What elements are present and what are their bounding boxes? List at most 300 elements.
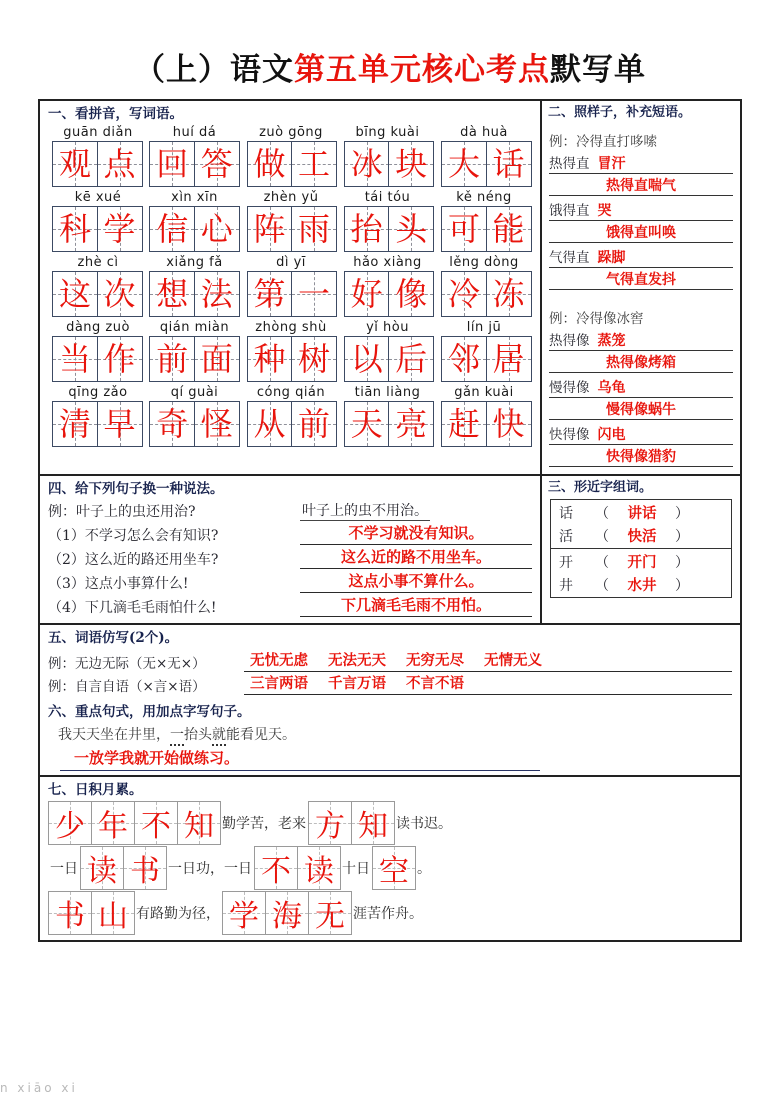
pinyin-label: qīng zǎo [68, 385, 128, 401]
pinyin-label: qí guài [170, 385, 219, 401]
char-1: 块 [395, 145, 428, 184]
paren-open: （ [595, 528, 609, 545]
tianzige-cell[interactable] [97, 206, 143, 252]
tianzige-cell[interactable] [388, 336, 434, 382]
pinyin-row [48, 320, 534, 335]
tianzige-cell[interactable] [194, 206, 240, 252]
phrase-answer-2: 热得像烤箱 [549, 352, 733, 373]
char-box[interactable] [48, 801, 92, 845]
box-char: 知 [358, 809, 388, 845]
char-0: 大 [447, 145, 480, 184]
section-3 [540, 476, 740, 623]
rewrite-answer: 下几滴毛毛雨不用怕。 [300, 594, 532, 617]
tianzige-cell[interactable] [291, 141, 337, 187]
sections-5-6 [40, 625, 740, 775]
char-0: 回 [156, 145, 189, 184]
tianzige-cell[interactable] [149, 141, 195, 187]
char-0: 天 [350, 405, 383, 444]
pinyin-label: xiǎng fǎ [166, 255, 223, 271]
tianzige-cell[interactable] [441, 336, 487, 382]
phrase-answer: 哭 [597, 202, 612, 219]
box-char: 读 [87, 854, 117, 890]
imitation-row[interactable] [48, 672, 732, 695]
near-char: 井 [559, 577, 573, 594]
phrase-blank[interactable] [549, 199, 733, 221]
pinyin-label: lěng dòng [449, 255, 519, 271]
tianzige-cell[interactable] [344, 141, 390, 187]
pinyin-row [48, 190, 534, 205]
char-1: 能 [492, 210, 525, 249]
section-5-body [40, 649, 740, 699]
word-answer-box[interactable] [52, 401, 141, 447]
char-1: 头 [395, 210, 428, 249]
box-char: 书 [130, 854, 160, 890]
char-box[interactable] [308, 891, 352, 935]
word-answer-box[interactable] [344, 206, 433, 252]
pinyin-label: dà huà [460, 125, 508, 141]
tianzige-cell[interactable] [291, 336, 337, 382]
box-char: 年 [98, 809, 128, 845]
near-char-answer: 开门 [627, 555, 657, 572]
poem-text: 一日 [50, 861, 78, 878]
band-seven [40, 777, 740, 940]
tianzige-cell[interactable] [486, 401, 532, 447]
tianzige-cell[interactable] [52, 336, 98, 382]
paren-close: ） [675, 505, 689, 522]
tianzige-row [48, 141, 534, 187]
pinyin-row [48, 255, 534, 270]
char-box-group[interactable] [254, 846, 340, 890]
tianzige-cell[interactable] [388, 401, 434, 447]
char-1: 冻 [492, 275, 525, 314]
tianzige-cell[interactable] [486, 271, 532, 317]
phrase-blank[interactable] [549, 246, 733, 268]
char-box[interactable] [222, 891, 266, 935]
page-title [38, 0, 742, 99]
char-0: 信 [156, 210, 189, 249]
tianzige-cell[interactable] [291, 401, 337, 447]
tianzige-cell[interactable] [247, 271, 293, 317]
sentence-part-a: 我天天坐在井里， [58, 727, 170, 744]
char-1: 前 [297, 405, 330, 444]
rewrite-answer: 这么近的路不用坐车。 [300, 546, 532, 569]
char-box[interactable] [351, 801, 395, 845]
near-char-answer: 水井 [627, 578, 657, 595]
char-1: 作 [103, 340, 136, 379]
pinyin-label: dì yī [276, 255, 306, 271]
imitation-answer: 不言不语 [406, 675, 464, 692]
tianzige-cell[interactable] [97, 336, 143, 382]
char-1: 工 [297, 145, 330, 184]
tianzige-cell[interactable] [441, 141, 487, 187]
char-box[interactable] [48, 891, 92, 935]
near-char-answer: 快活 [627, 529, 657, 546]
tianzige-cell[interactable] [441, 271, 487, 317]
char-box-group[interactable] [48, 801, 220, 845]
phrase-answer-2: 饿得直叫唤 [549, 222, 733, 243]
pinyin-label: zhòng shù [255, 320, 327, 336]
poem-line-1 [48, 801, 734, 845]
word-answer-box[interactable] [247, 401, 336, 447]
box-char: 知 [184, 809, 214, 845]
near-char-group [551, 548, 731, 597]
char-box[interactable] [123, 846, 167, 890]
imitation-example: 例：自言自语（×言×语） [48, 678, 206, 695]
char-0: 可 [447, 210, 480, 249]
tianzige-cell[interactable] [247, 141, 293, 187]
word-answer-box[interactable] [247, 336, 336, 382]
char-1: 怪 [200, 405, 233, 444]
char-box-group[interactable] [222, 891, 351, 935]
phrase-answer-2: 慢得像蜗牛 [549, 399, 733, 420]
poem-text: 涯苦作舟。 [353, 906, 423, 923]
tianzige-cell[interactable] [52, 401, 98, 447]
char-1: 话 [492, 145, 525, 184]
tianzige-cell[interactable] [247, 336, 293, 382]
rewrite-question: （1）不学习怎么会有知识? [48, 527, 219, 544]
pinyin-row [48, 385, 534, 400]
char-0: 奇 [156, 405, 189, 444]
tianzige-cell[interactable] [247, 401, 293, 447]
rewrite-question: （4）下几滴毛毛雨怕什么! [48, 599, 217, 616]
word-answer-box[interactable] [441, 141, 530, 187]
tianzige-cell[interactable] [388, 271, 434, 317]
imitation-answer: 无情无义 [484, 652, 542, 669]
char-0: 做 [253, 145, 286, 184]
paren-open: （ [595, 577, 609, 594]
pinyin-label: lín jū [466, 320, 502, 336]
char-1: 学 [103, 210, 136, 249]
emphasis-dot-1: 一 [170, 727, 184, 746]
section-6-heading: 六、重点句式，用加点字写句子。 [48, 703, 251, 720]
imitation-answer: 无忧无虑 [250, 652, 308, 669]
pinyin-label: tiān liàng [354, 385, 421, 401]
near-char-table [550, 499, 732, 598]
rewrite-question: （2）这么近的路还用坐车? [48, 551, 219, 568]
near-char-row[interactable] [551, 524, 731, 547]
tianzige-cell[interactable] [344, 401, 390, 447]
char-1: 面 [200, 340, 233, 379]
box-char: 书 [55, 899, 85, 935]
phrase-answer: 跺脚 [597, 249, 626, 266]
pinyin-label: tái tóu [364, 190, 411, 206]
char-0: 种 [253, 340, 286, 379]
imitation-answers [244, 649, 732, 672]
tianzige-cell[interactable] [441, 401, 487, 447]
tianzige-cell[interactable] [486, 336, 532, 382]
char-1: 次 [103, 275, 136, 314]
section-1-body [40, 125, 540, 456]
tianzige-cell[interactable] [97, 401, 143, 447]
word-answer-box[interactable] [441, 336, 530, 382]
tianzige-cell[interactable] [441, 206, 487, 252]
pinyin-label: kě néng [456, 190, 512, 206]
word-answer-box[interactable] [149, 141, 238, 187]
pinyin-row [48, 125, 534, 140]
phrase-blank[interactable] [549, 152, 733, 174]
near-char-group [551, 500, 731, 548]
phrase-stem: 慢得像 [549, 379, 590, 396]
pinyin-label: zuò gōng [259, 125, 323, 141]
char-1: 一 [297, 275, 330, 314]
char-box[interactable] [91, 891, 135, 935]
word-answer-box[interactable] [52, 271, 141, 317]
char-box[interactable] [91, 801, 135, 845]
tianzige-cell[interactable] [149, 336, 195, 382]
pinyin-label: cóng qián [256, 385, 326, 401]
section-7-body [40, 801, 740, 940]
pinyin-label: zhèn yǔ [263, 190, 319, 206]
rewrite-row[interactable] [48, 594, 532, 617]
char-box[interactable] [177, 801, 221, 845]
rewrite-row[interactable] [48, 522, 532, 545]
tianzige-row [48, 336, 534, 382]
section-2-heading: 二、照样子，补充短语。 [548, 105, 692, 120]
word-answer-box[interactable] [344, 271, 433, 317]
section-5-heading: 五、词语仿写(2个)。 [48, 629, 179, 646]
paren-close: ） [675, 577, 689, 594]
box-char: 方 [315, 809, 345, 845]
word-answer-box[interactable] [441, 206, 530, 252]
char-box[interactable] [134, 801, 178, 845]
phrase-answer: 冒汗 [597, 155, 626, 172]
spacer [549, 293, 733, 302]
section-1 [40, 101, 540, 474]
section-2 [540, 101, 740, 474]
char-box-group[interactable] [372, 846, 415, 890]
tianzige-cell[interactable] [486, 206, 532, 252]
poem-text: 一日功，一日 [168, 861, 252, 878]
char-1: 法 [200, 275, 233, 314]
phrase-stem: 饿得直 [549, 202, 590, 219]
char-box-group[interactable] [80, 846, 166, 890]
poem-line-2 [48, 846, 734, 890]
char-1: 像 [395, 275, 428, 314]
char-0: 阵 [253, 210, 286, 249]
word-answer-box[interactable] [149, 271, 238, 317]
box-char: 少 [55, 809, 85, 845]
imitation-row[interactable] [48, 649, 732, 672]
pinyin-label: bīng kuài [355, 125, 420, 141]
box-char: 空 [379, 854, 409, 890]
char-1: 早 [103, 405, 136, 444]
poem-text: 十日 [342, 861, 370, 878]
tianzige-cell[interactable] [344, 271, 390, 317]
char-0: 冷 [447, 275, 480, 314]
near-char: 活 [559, 528, 573, 545]
word-answer-box[interactable] [247, 271, 336, 317]
tianzige-cell[interactable] [52, 271, 98, 317]
imitation-answers [244, 672, 732, 695]
imitation-answer: 千言万语 [328, 675, 386, 692]
rewrite-row[interactable] [48, 570, 532, 593]
watermark-text: n xiāo xi [0, 1081, 78, 1095]
example-question: 例：叶子上的虫还用治? [48, 503, 196, 520]
word-answer-box[interactable] [149, 401, 238, 447]
pinyin-label: kē xué [74, 190, 122, 206]
emphasis-dot-2: 就 [212, 727, 226, 746]
char-1: 后 [395, 340, 428, 379]
pinyin-label: dàng zuò [66, 320, 130, 336]
near-char-row[interactable] [551, 501, 731, 524]
char-0: 这 [58, 275, 91, 314]
box-char: 海 [272, 899, 302, 935]
box-char: 读 [304, 854, 334, 890]
imitation-example: 例：无边无际（无×无×） [48, 655, 206, 672]
near-char-answer: 讲话 [627, 506, 657, 523]
word-answer-box[interactable] [344, 141, 433, 187]
tianzige-cell[interactable] [344, 206, 390, 252]
char-box[interactable] [254, 846, 298, 890]
box-char: 山 [98, 899, 128, 935]
tianzige-cell[interactable] [344, 336, 390, 382]
char-0: 从 [253, 405, 286, 444]
char-box[interactable] [372, 846, 416, 890]
char-box[interactable] [80, 846, 124, 890]
char-box[interactable] [308, 801, 352, 845]
word-answer-box[interactable] [441, 401, 530, 447]
word-answer-box[interactable] [149, 336, 238, 382]
tianzige-cell[interactable] [194, 336, 240, 382]
char-0: 清 [58, 405, 91, 444]
tianzige-cell[interactable] [149, 401, 195, 447]
section-2-example-1: 例：冷得直打哆嗦 [549, 133, 657, 150]
phrase-blank[interactable] [549, 329, 733, 351]
word-answer-box[interactable] [441, 271, 530, 317]
box-char: 不 [261, 854, 291, 890]
pinyin-label: qián miàn [159, 320, 230, 336]
tianzige-cell[interactable] [388, 141, 434, 187]
sentence-answer[interactable]: 一放学我就开始做练习。 [60, 745, 540, 771]
pinyin-label: xìn xīn [171, 190, 218, 206]
char-box[interactable] [297, 846, 341, 890]
title-part1: （上）语文 [134, 52, 294, 88]
char-1: 居 [492, 340, 525, 379]
tianzige-cell[interactable] [97, 141, 143, 187]
word-answer-box[interactable] [344, 401, 433, 447]
char-1: 快 [492, 405, 525, 444]
char-1: 树 [297, 340, 330, 379]
tianzige-cell[interactable] [247, 206, 293, 252]
char-1: 雨 [297, 210, 330, 249]
pinyin-label: yǐ hòu [366, 320, 409, 336]
tianzige-cell[interactable] [388, 206, 434, 252]
section-3-body [542, 497, 740, 606]
box-char: 无 [315, 899, 345, 935]
tianzige-cell[interactable] [52, 141, 98, 187]
char-0: 好 [350, 275, 383, 314]
box-char: 不 [141, 809, 171, 845]
tianzige-cell[interactable] [486, 141, 532, 187]
rewrite-answer: 不学习就没有知识。 [300, 522, 532, 545]
phrase-answer: 蒸笼 [597, 332, 626, 349]
paren-open: （ [595, 505, 609, 522]
example-answer: 叶子上的虫不用治。 [300, 500, 430, 521]
char-0: 邻 [447, 340, 480, 379]
phrase-blank[interactable] [549, 376, 733, 398]
word-answer-box[interactable] [247, 206, 336, 252]
tianzige-cell[interactable] [291, 271, 337, 317]
poem-text: 。 [417, 861, 431, 878]
sentence-part-b: 抬头 [184, 727, 212, 744]
section-7 [40, 777, 740, 940]
poem-line-3 [48, 891, 734, 935]
section-4 [40, 476, 540, 623]
pinyin-label: huí dá [172, 125, 217, 141]
char-1: 点 [103, 145, 136, 184]
word-answer-box[interactable] [52, 206, 141, 252]
example-row [48, 500, 532, 521]
phrase-answer-2: 热得直喘气 [549, 175, 733, 196]
char-1: 亮 [395, 405, 428, 444]
paren-open: （ [595, 554, 609, 571]
section-3-heading: 三、形近字组词。 [548, 479, 653, 495]
paren-close: ） [675, 554, 689, 571]
phrase-stem: 快得像 [549, 426, 590, 443]
phrase-blank[interactable] [549, 423, 733, 445]
model-sentence [48, 723, 732, 745]
phrase-stem: 热得像 [549, 332, 590, 349]
char-0: 科 [58, 210, 91, 249]
imitation-answer: 无法无天 [328, 652, 386, 669]
tianzige-cell[interactable] [149, 271, 195, 317]
phrase-answer: 闪电 [597, 426, 626, 443]
char-0: 赶 [447, 405, 480, 444]
phrase-answer: 乌龟 [597, 379, 626, 396]
char-box[interactable] [265, 891, 309, 935]
char-box-group[interactable] [48, 891, 134, 935]
char-0: 当 [58, 340, 91, 379]
word-answer-box[interactable] [344, 336, 433, 382]
char-0: 第 [253, 275, 286, 314]
band-top [40, 101, 740, 476]
section-4-body [40, 500, 540, 623]
pinyin-label: zhè cì [77, 255, 119, 271]
near-char-row[interactable] [551, 550, 731, 573]
char-0: 抬 [350, 210, 383, 249]
char-1: 答 [200, 145, 233, 184]
tianzige-cell[interactable] [194, 401, 240, 447]
char-0: 观 [58, 145, 91, 184]
tianzige-cell[interactable] [291, 206, 337, 252]
char-0: 冰 [350, 145, 383, 184]
char-box-group[interactable] [308, 801, 394, 845]
tianzige-cell[interactable] [194, 271, 240, 317]
word-answer-box[interactable] [52, 336, 141, 382]
near-char: 开 [559, 554, 573, 571]
word-answer-box[interactable] [52, 141, 141, 187]
poem-text: 有路勤为径， [136, 906, 220, 923]
imitation-answer: 三言两语 [250, 675, 308, 692]
char-1: 心 [200, 210, 233, 249]
word-answer-box[interactable] [149, 206, 238, 252]
near-char-row[interactable] [551, 573, 731, 596]
imitation-answer: 无穷无尽 [406, 652, 464, 669]
poem-text: 勤学苦，老来 [222, 816, 306, 833]
box-char: 学 [229, 899, 259, 935]
section-1-heading: 一、看拼音，写词语。 [48, 106, 183, 122]
char-0: 想 [156, 275, 189, 314]
section-2-example-2: 例：冷得像冰窖 [549, 310, 644, 327]
tianzige-cell[interactable] [52, 206, 98, 252]
char-0: 以 [350, 340, 383, 379]
poem-text: 读书迟。 [396, 816, 452, 833]
tianzige-cell[interactable] [97, 271, 143, 317]
word-answer-box[interactable] [247, 141, 336, 187]
tianzige-cell[interactable] [149, 206, 195, 252]
rewrite-row[interactable] [48, 546, 532, 569]
tianzige-cell[interactable] [194, 141, 240, 187]
